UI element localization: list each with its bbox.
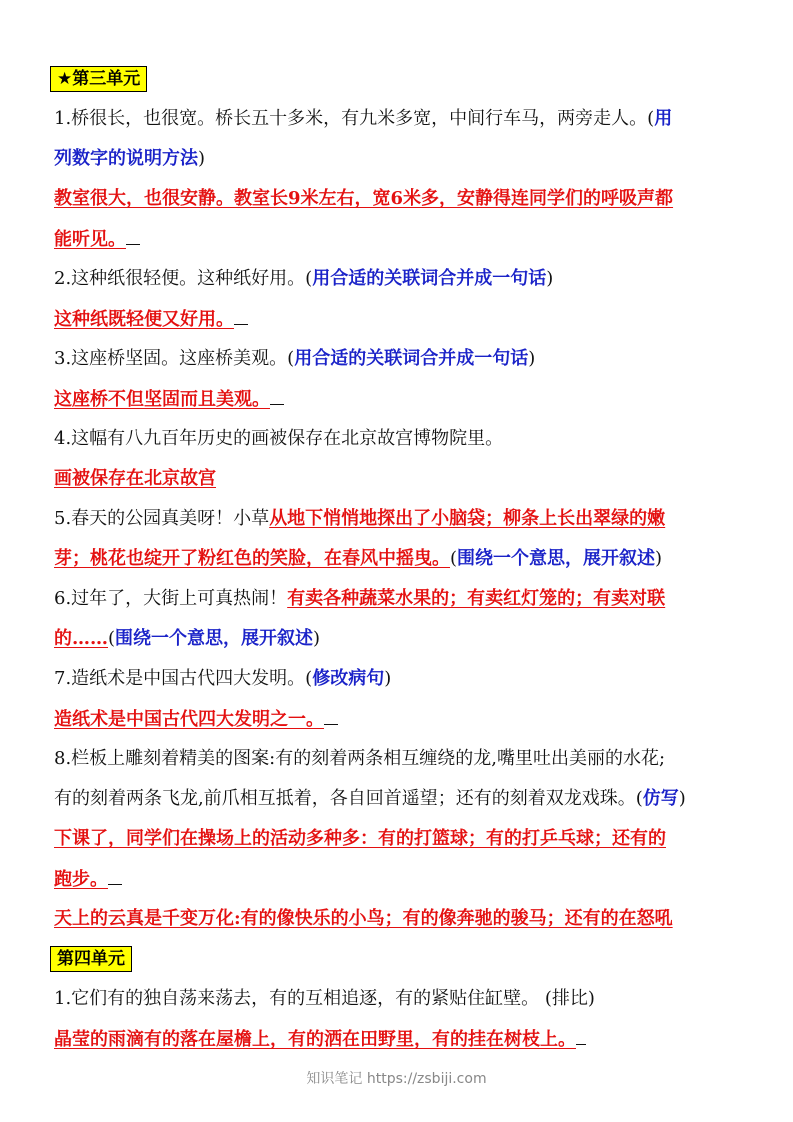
q7-answer: 造纸术是中国古代四大发明之一。: [54, 709, 324, 730]
answer-underline: [234, 306, 248, 325]
q5-text: 5.春天的公园真美呀！小草: [54, 508, 270, 529]
q7-line: [54, 666, 741, 692]
q8-hint: 仿写: [642, 788, 679, 809]
answer-underline: [270, 386, 284, 405]
q1-hint-line: [54, 146, 741, 172]
u4-q1-text: 1.它们有的独自荡来荡去，有的互相追逐，有的紧贴住缸壁。 (排比): [54, 988, 595, 1009]
q8-answer-c: 天上的云真是千变万化:有的像快乐的小鸟；有的像奔驰的骏马；还有的在怒吼: [54, 908, 673, 929]
q8-answer-b: 跑步。: [54, 869, 108, 890]
q1-line: [54, 106, 741, 132]
q1-answer-line-2: [54, 226, 741, 253]
u4-q1-answer: 晶莹的雨滴有的落在屋檐上，有的洒在田野里，有的挂在树枝上。: [54, 1029, 576, 1050]
q8-line-2: [54, 786, 741, 812]
q7-hint: 修改病句: [312, 668, 385, 689]
answer-underline: [324, 706, 338, 725]
q3-line: [54, 346, 741, 372]
q2-answer-line: [54, 306, 741, 333]
q3-text: 3.这座桥坚固。这座桥美观。(: [54, 348, 295, 369]
q6-close: ): [313, 628, 321, 649]
q1-text: 1.桥很长，也很宽。桥长五十多米，有九米多宽，中间行车马，两旁走人。(: [54, 108, 655, 129]
q8-answer-a: 下课了，同学们在操场上的活动多种多：有的打篮球；有的打乒乓球；还有的: [54, 828, 666, 849]
q8-answer-line-2: [54, 866, 741, 893]
q1-answer-b: 能听见。: [54, 229, 126, 250]
q2-answer: 这种纸既轻便又好用。: [54, 309, 234, 330]
footer-watermark: 知识笔记 https://zsbiji.com: [306, 1071, 487, 1087]
u4-q1-answer-line: [54, 1026, 741, 1053]
q4-answer-line: [54, 466, 741, 492]
q8-text-b: 有的刻着两条飞龙,前爪相互抵着，各自回首遥望；还有的刻着双龙戏珠。(: [54, 788, 643, 809]
q8-close: ): [678, 788, 686, 809]
q8-answer-line-1: [54, 826, 741, 852]
q7-close: ): [384, 668, 392, 689]
q5-line: [54, 506, 741, 532]
answer-underline: [576, 1026, 586, 1045]
q7-answer-line: [54, 706, 741, 733]
q5-open: (: [450, 548, 458, 569]
q4-line: [54, 426, 741, 452]
q3-close: ): [528, 348, 536, 369]
q5-answer-b: 芽；桃花也绽开了粉红色的笑脸，在春风中摇曳。: [54, 548, 450, 569]
q2-close: ): [546, 268, 554, 289]
q3-answer-line: [54, 386, 741, 413]
q8-line-1: [54, 746, 741, 772]
q1-answer-a: 教室很大，也很安静。教室长9米左右，宽6米多，安静得连同学们的呼吸声都: [54, 188, 674, 209]
q1-hint-b: 列数字的说明方法: [54, 148, 198, 169]
q8-text-a: 8.栏板上雕刻着精美的图案:有的刻着两条相互缠绕的龙,嘴里吐出美丽的水花;: [54, 748, 666, 769]
q4-answer: 画被保存在北京故宫: [54, 468, 216, 489]
q5-answer-a: 从地下悄悄地探出了小脑袋；柳条上长出翠绿的嫩: [269, 508, 666, 529]
q5-answer-line: [54, 546, 741, 572]
q6-line: [54, 586, 741, 612]
q6-hint: 围绕一个意思，展开叙述: [115, 628, 314, 649]
q5-hint: 围绕一个意思，展开叙述: [457, 548, 656, 569]
u4-q1-line: [54, 986, 741, 1012]
q6-answer-line: [54, 626, 741, 652]
q3-hint: 用合适的关联词合并成一句话: [294, 348, 529, 369]
q6-open: (: [108, 628, 116, 649]
q6-answer-a: 有卖各种蔬菜水果的；有卖红灯笼的；有卖对联: [287, 588, 666, 609]
answer-underline: [108, 866, 122, 885]
q5-close: ): [655, 548, 663, 569]
q1-hint-a: 用: [654, 108, 673, 129]
q8-answer-line-3: [54, 906, 741, 932]
q1-answer-line-1: [54, 186, 741, 212]
q2-line: [54, 266, 741, 292]
q2-hint: 用合适的关联词合并成一句话: [312, 268, 547, 289]
answer-underline: [126, 226, 140, 245]
q2-text: 2.这种纸很轻便。这种纸好用。(: [54, 268, 313, 289]
unit4-title: 第四单元: [50, 946, 132, 972]
q4-text: 4.这幅有八九百年历史的画被保存在北京故宫博物院里。: [54, 428, 504, 449]
unit3-title: ★第三单元: [50, 66, 147, 92]
q1-close: ): [198, 148, 206, 169]
q3-answer: 这座桥不但坚固而且美观。: [54, 389, 270, 410]
q6-answer-b: 的……: [54, 628, 108, 649]
q7-text: 7.造纸术是中国古代四大发明。(: [54, 668, 313, 689]
q6-text: 6.过年了，大街上可真热闹！: [54, 588, 288, 609]
